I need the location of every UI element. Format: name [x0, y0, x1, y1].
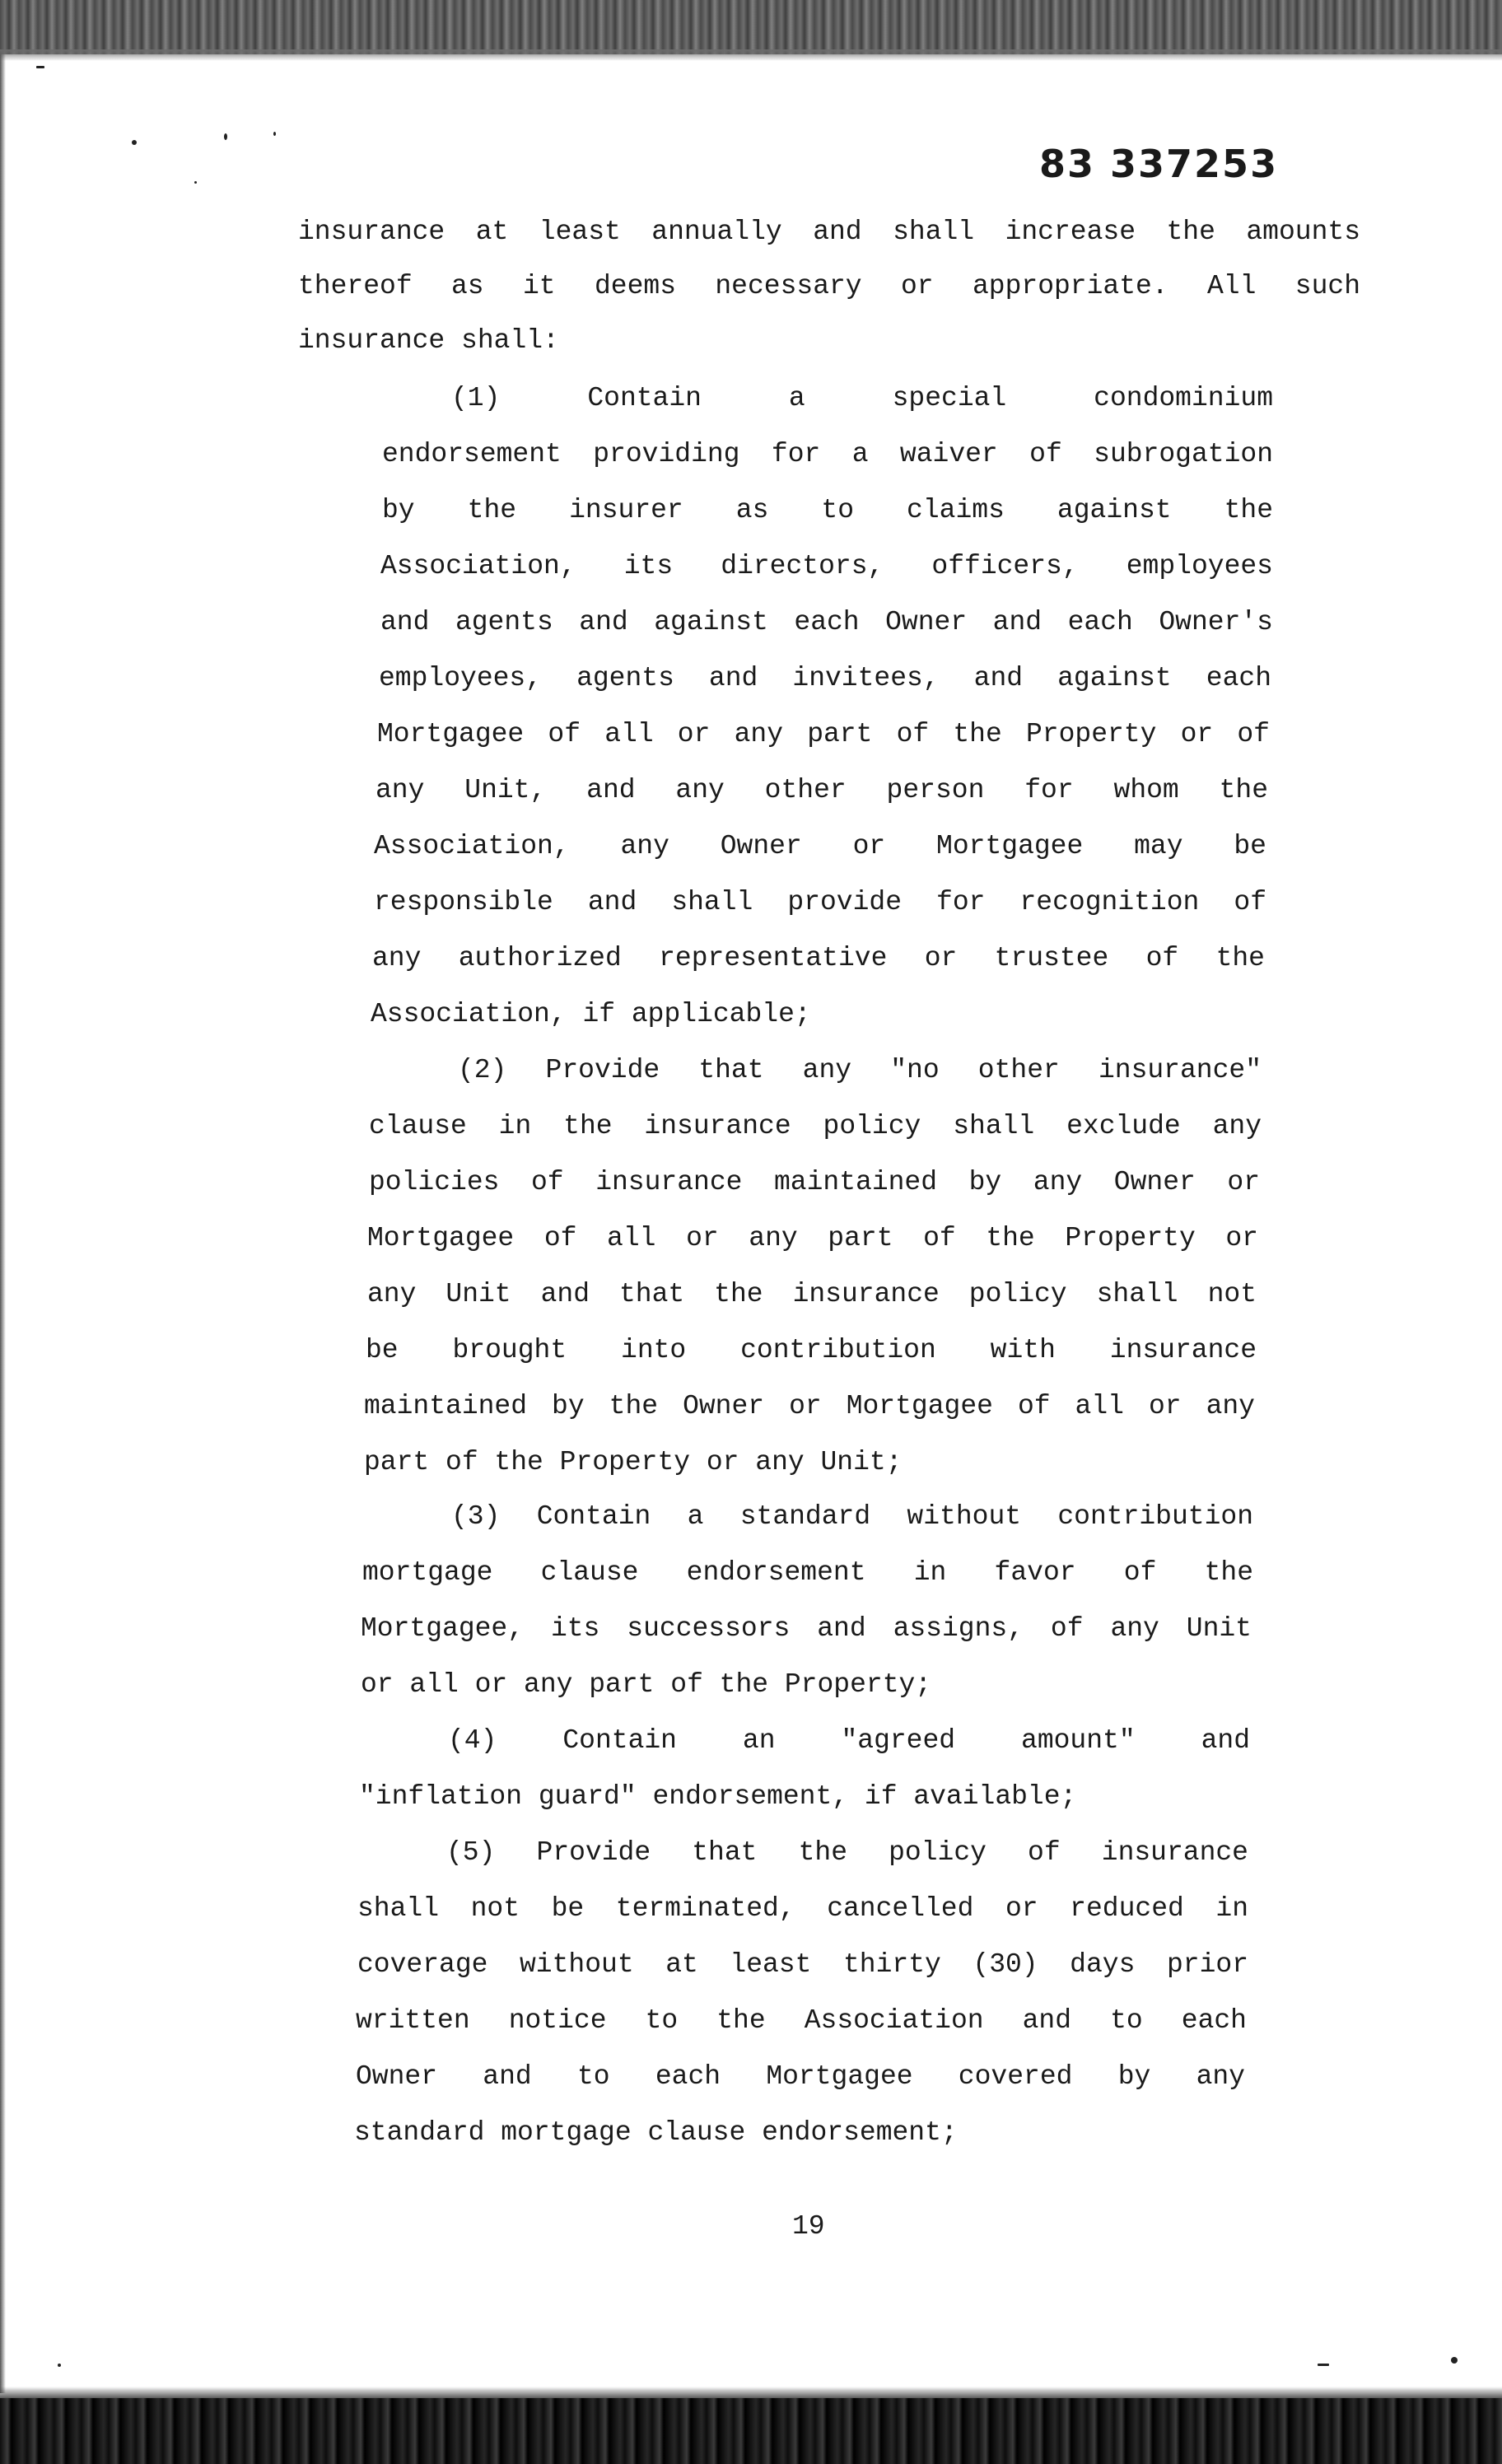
clause-1-line-12: Association, if applicable;	[371, 999, 811, 1029]
clause-1-line-11: any authorized representative or trustee of the	[372, 943, 1265, 973]
clause-5-line-1: (5) Provide that the policy of insurance	[446, 1837, 1248, 1868]
intro-line-3: insurance shall:	[298, 325, 559, 356]
clause-1-line-10: responsible and shall provide for recognition of	[374, 887, 1266, 917]
document-number: 83 337253	[1039, 142, 1279, 186]
clause-2-line-4: Mortgagee of all or any part of the Property or	[367, 1223, 1258, 1253]
clause-4-line-2: "inflation guard" endorsement, if available;	[359, 1781, 1077, 1812]
clause-2-line-7: maintained by the Owner or Mortgagee of all or any	[364, 1391, 1255, 1421]
intro-line-2: thereof as it deems necessary or appropriate. All such	[298, 271, 1360, 301]
clause-2-line-6: be brought into contribution with insurance	[366, 1335, 1257, 1365]
clause-1-line-3: by the insurer as to claims against the	[382, 495, 1273, 525]
clause-1-line-5: and agents and against each Owner and each Owner's	[380, 607, 1273, 637]
clause-5-line-2: shall not be terminated, cancelled or reduced in	[357, 1893, 1248, 1924]
clause-1-line-6: employees, agents and invitees, and against each	[379, 663, 1271, 693]
clause-5-line-6: standard mortgage clause endorsement;	[354, 2117, 958, 2148]
clause-1-line-8: any Unit, and any other person for whom the	[376, 775, 1268, 805]
clause-3-line-2: mortgage clause endorsement in favor of the	[362, 1557, 1253, 1588]
clause-2-line-1: (2) Provide that any "no other insurance"	[458, 1055, 1262, 1085]
clause-3-line-1: (3) Contain a standard without contribution	[451, 1501, 1253, 1532]
clause-2-line-8: part of the Property or any Unit;	[364, 1447, 903, 1477]
clause-2-line-2: clause in the insurance policy shall exclude any	[369, 1111, 1262, 1141]
clause-5-line-5: Owner and to each Mortgagee covered by any	[356, 2061, 1245, 2092]
intro-line-1: insurance at least annually and shall increase the amounts	[298, 217, 1360, 247]
clause-1-line-4: Association, its directors, officers, employees	[380, 551, 1273, 581]
clause-2-line-5: any Unit and that the insurance policy shall not	[367, 1279, 1257, 1309]
clause-1-line-1: (1) Contain a special condominium	[451, 383, 1273, 413]
clause-5-line-3: coverage without at least thirty (30) days prior	[357, 1949, 1248, 1980]
clause-4-line-1: (4) Contain an "agreed amount" and	[448, 1725, 1250, 1756]
clause-1-line-7: Mortgagee of all or any part of the Property or of	[377, 719, 1270, 749]
page-number: 19	[792, 2211, 825, 2242]
clause-1-line-9: Association, any Owner or Mortgagee may be	[374, 831, 1266, 861]
clause-5-line-4: written notice to the Association and to each	[356, 2005, 1247, 2036]
clause-3-line-4: or all or any part of the Property;	[361, 1669, 932, 1700]
clause-3-line-3: Mortgagee, its successors and assigns, of any Unit	[361, 1613, 1252, 1644]
clause-2-line-3: policies of insurance maintained by any Owner or	[369, 1167, 1260, 1197]
clause-1-line-2: endorsement providing for a waiver of subrogation	[382, 439, 1273, 469]
